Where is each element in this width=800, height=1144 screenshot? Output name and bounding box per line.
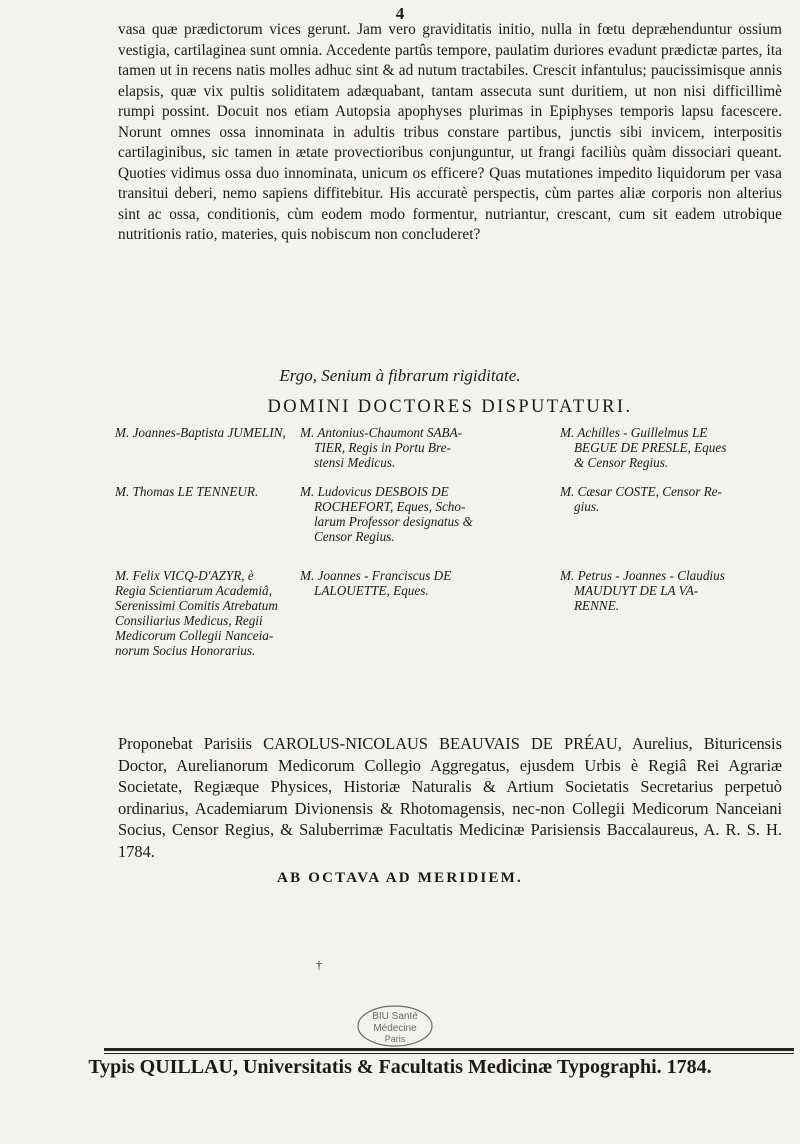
doctor-line: gius.: [574, 499, 600, 514]
doctor-line: M. Petrus - Joannes - Claudius: [560, 568, 725, 583]
doctor-entry: [115, 568, 278, 658]
doctor-line: M. Joannes - Franciscus DE: [300, 568, 452, 583]
body-paragraph-proponent: Proponebat Parisiis CAROLUS-NICOLAUS BEAUVAIS DE PRÉAU, Aurelius, Bituricensis Doctor, Aurelianorum Medicorum Collegio Aggregatus, ejusdem Urbis è Regiâ Rei Agrariæ Societate, Regiæque Physices, Historiæ Naturalis & Artium Societatis Secretarius perpetuò ordinarius, Academiarum Divionensis & Rhotomagensis, nec-non Collegii Medicorum Nanceiani Socius, Censor Regius, & Saluberrimæ Facultatis Medicinæ Parisiensis Baccalaureus, A. R. S. H. 1784.: [118, 734, 782, 861]
doctor-line: & Censor Regius.: [574, 455, 669, 470]
doctor-line: MAUDUYT DE LA VA-: [574, 583, 699, 598]
doctor-line: TIER, Regis in Portu Bre-: [314, 440, 451, 455]
thesis-conclusion: Ergo, Senium à fibrarum rigiditate.: [279, 366, 521, 385]
doctor-line: M. Joannes-Baptista JUMELIN,: [115, 425, 286, 440]
stamp-line: BIU Santé: [372, 1011, 418, 1022]
doctor-line: Censor Regius.: [314, 529, 395, 544]
body-paragraph-argument: vasa quæ prædictorum vices gerunt. Jam vero graviditatis initio, nulla in fœtu depræhenduntur ossium vestigia, cartilaginea sunt omnia. Accedente partûs tempore, paulatim duriores evadunt prædictæ partes, ita tamen ut in recens natis molles adhuc sint & ad nutum tractabiles. Crescit infantulus; paucissimisque annis elapsis, quæ vix pultis soliditatem adæquabant, tantam assecuta sunt duritiem, ut non nisi difficillimè rumpi possint. Docuit nos etiam Autopsia apophyses plurimas in Epiphyses temporis lapsu facescere. Norunt omnes ossa innominata in adultis tribus constare partibus, junctis sibi invicem, interpositis cartilaginibus, sic tamen in ætate provectioribus conjunguntur, ut frangi faciliùs quàm dissociari queant. Quoties vidimus ossa duo innominata, unicum os efficere? Quas mutationes impedito liquidorum per vasa transitui deberi, nemo sapiens diffitebitur. His accuratè perspectis, cùm partes aliæ corporis non alterius sint ac ossa, conditionis, cùm eodem modo formentur, nutriantur, crescant, cum sit eadem utrobique nutritionis ratio, materies, quis nobiscum non concluderet?: [118, 21, 782, 243]
doctor-entry: [115, 425, 286, 440]
doctor-entry: [560, 425, 726, 470]
doctor-line: RENNE.: [574, 598, 620, 613]
ink-mark-icon: †: [316, 958, 322, 972]
printer-imprint: Typis QUILLAU, Universitatis & Facultatis Medicinæ Typographi. 1784.: [88, 1056, 712, 1078]
doctor-line: M. Achilles - Guillelmus LE: [560, 425, 708, 440]
doctor-line: Medicorum Collegii Nanceia-: [115, 628, 274, 643]
doctor-line: larum Professor designatus &: [314, 514, 473, 529]
page-number: 4: [395, 4, 405, 23]
doctor-entry: [300, 425, 462, 470]
doctor-entry: [300, 484, 473, 544]
doctor-line: Serenissimi Comitis Atrebatum: [115, 598, 278, 613]
disputation-time: AB OCTAVA AD MERIDIEM.: [277, 870, 523, 886]
doctor-line: Consiliarius Medicus, Regii: [115, 613, 263, 628]
doctor-line: Regia Scientiarum Academiâ,: [115, 583, 272, 598]
doctor-entry: [300, 568, 451, 598]
library-stamp: [356, 1004, 434, 1048]
doctor-line: LALOUETTE, Eques.: [314, 583, 429, 598]
doctor-line: M. Felix VICQ-D'AZYR, è: [115, 568, 254, 583]
doctors-heading: DOMINI DOCTORES DISPUTATURI.: [267, 397, 633, 417]
imprint-rule-thick: [104, 1048, 794, 1051]
doctor-entry: [560, 484, 722, 514]
doctor-line: norum Socius Honorarius.: [115, 643, 256, 658]
doctor-entry: [115, 484, 258, 499]
doctor-entry: [560, 568, 725, 613]
doctor-line: M. Thomas LE TENNEUR.: [115, 484, 259, 499]
doctor-line: ROCHEFORT, Eques, Scho-: [314, 499, 466, 514]
doctor-line: stensi Medicus.: [314, 455, 396, 470]
imprint-rule-thin: [104, 1053, 794, 1054]
doctor-line: BEGUE DE PRESLE, Eques: [574, 440, 727, 455]
doctor-line: M. Cæsar COSTE, Censor Re-: [560, 484, 722, 499]
doctor-line: M. Antonius-Chaumont SABA-: [300, 425, 463, 440]
stamp-line: Médecine: [373, 1023, 417, 1034]
stamp-line: Paris: [384, 1034, 406, 1044]
doctor-line: M. Ludovicus DESBOIS DE: [300, 484, 449, 499]
